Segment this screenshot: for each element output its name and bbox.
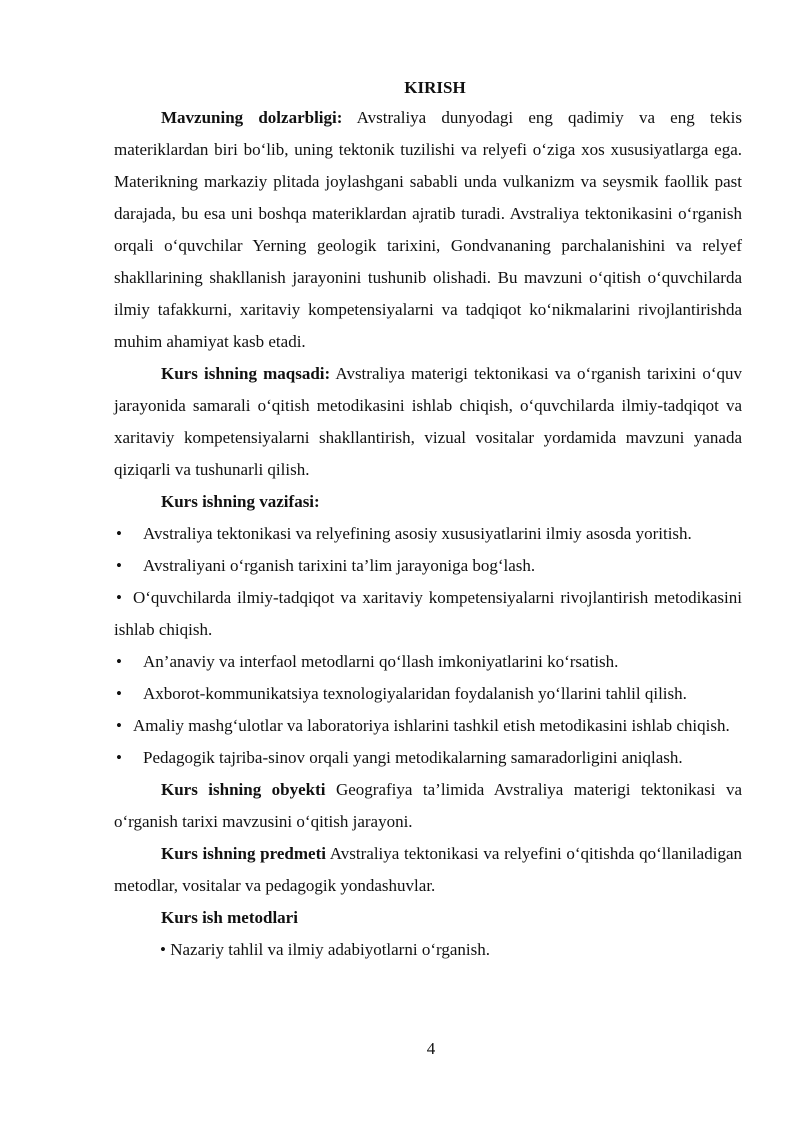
subject-label: Kurs ishning predmeti xyxy=(161,844,326,863)
bullet-icon: • xyxy=(116,652,122,671)
goal-label: Kurs ishning maqsadi: xyxy=(161,364,331,383)
list-item xyxy=(114,742,742,774)
relevance-paragraph xyxy=(114,102,742,358)
list-item-text: Nazariy tahlil va ilmiy adabiyotlarni o‘rganish. xyxy=(170,940,490,959)
tasks-heading: Kurs ishning vazifasi: xyxy=(161,492,320,511)
list-item xyxy=(114,678,742,710)
list-item-text: Axborot-kommunikatsiya texnologiyalaridan foydalanish yo‘llarini tahlil qilish. xyxy=(143,684,687,703)
subject-paragraph xyxy=(114,838,742,902)
list-item-text: An’anaviy va interfaol metodlarni qo‘llash imkoniyatlarini ko‘rsatish. xyxy=(143,652,619,671)
list-item-text: Amaliy mashg‘ulotlar va laboratoriya ishlarini tashkil etish metodikasini ishlab chiqish. xyxy=(132,716,730,735)
list-item-text: O‘quvchilarda ilmiy-tadqiqot va xaritaviy kompetensiyalarni rivojlantirish metodikasini ishlab chiqish. xyxy=(114,588,742,639)
list-item xyxy=(114,550,742,582)
bullet-icon: • xyxy=(116,748,122,767)
goal-paragraph xyxy=(114,358,742,486)
bullet-icon: • xyxy=(116,524,122,543)
list-item-text: Pedagogik tajriba-sinov orqali yangi metodikalarning samaradorligini aniqlash. xyxy=(143,748,683,767)
list-item xyxy=(114,934,742,966)
subject-text: Avstraliya tektonikasi va relyefini o‘qitishda qo‘llaniladigan metodlar, vositalar va pedagogik yondashuvlar. xyxy=(114,844,742,895)
list-item xyxy=(114,646,742,678)
bullet-icon: • xyxy=(116,716,122,735)
relevance-text: Avstraliya dunyodagi eng qadimiy va eng tekis materiklardan biri bo‘lib, uning tektonik tuzilishi va relyefi o‘ziga xos xususiyatlarga ega. Materikning markaziy plitada joylashgani sababli unda vulkanizm va seysmik faollik past darajada, bu esa uni boshqa materiklardan ajratib turadi. Avstraliya tektonikasini o‘rganish orqali o‘quvchilar Yerning geologik tarixini, Gondvananing parchalanishini va relyef shakllarining shakllanish jarayonini tushunib olishadi. Bu mavzuni o‘qitish o‘quvchilarda ilmiy tafakkurni, xaritaviy kompetensiyalarni va tadqiqot ko‘nikmalarini rivojlantirishda muhim ahamiyat kasb etadi. xyxy=(114,108,743,351)
bullet-icon: • xyxy=(116,556,122,575)
methods-heading: Kurs ish metodlari xyxy=(161,908,298,927)
page-title: KIRISH xyxy=(404,78,466,97)
bullet-icon: • xyxy=(160,940,166,959)
goal-text: Avstraliya materigi tektonikasi va o‘rganish tarixini o‘quv jarayonida samarali o‘qitish metodikasini ishlab chiqish, o‘quvchilarda ilmiy-tadqiqot va xaritaviy kompetensiyalarni shakllantirish, vizual vositalar yordamida mavzuni yanada qiziqarli va tushunarli qilish. xyxy=(114,364,742,479)
object-text: Geografiya ta’limida Avstraliya materigi tektonikasi va o‘rganish tarixi mavzusini o‘qitish jarayoni. xyxy=(114,780,743,831)
list-item-text: Avstraliyani o‘rganish tarixini ta’lim jarayoniga bog‘lash. xyxy=(143,556,536,575)
bullet-icon: • xyxy=(116,684,122,703)
object-label: Kurs ishning obyekti xyxy=(161,780,326,799)
list-item xyxy=(114,582,742,646)
list-item xyxy=(114,518,742,550)
page-number: 4 xyxy=(426,1039,436,1058)
bullet-icon: • xyxy=(116,588,122,607)
relevance-label: Mavzuning dolzarbligi: xyxy=(161,108,343,127)
tasks-list xyxy=(114,518,742,774)
list-item xyxy=(114,710,742,742)
object-paragraph xyxy=(114,774,742,838)
list-item-text: Avstraliya tektonikasi va relyefining asosiy xususiyatlarini ilmiy asosda yoritish. xyxy=(143,524,692,543)
